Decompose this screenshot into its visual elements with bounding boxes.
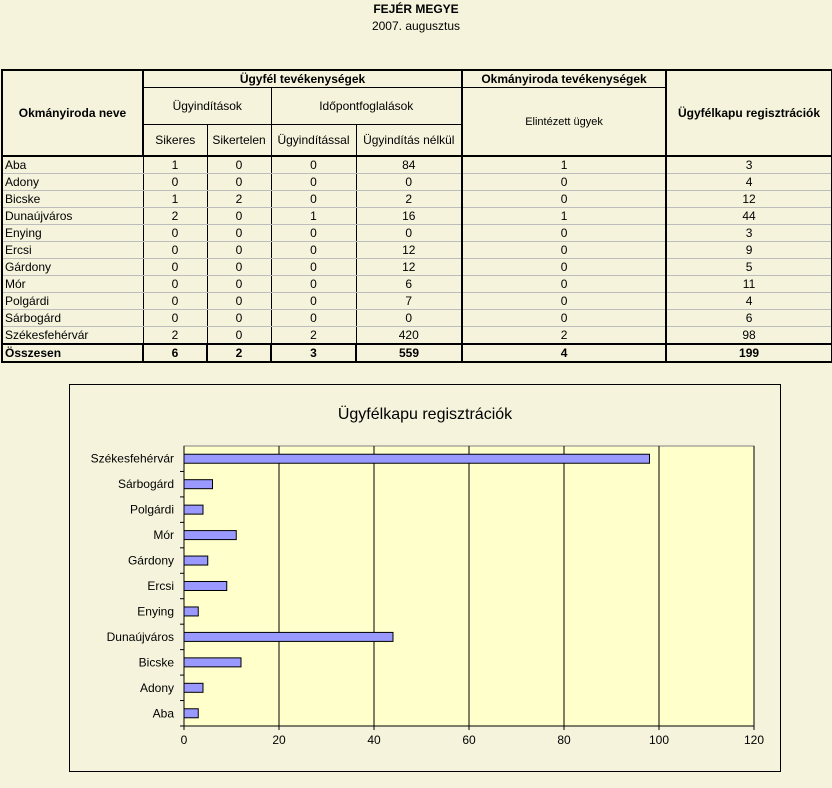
value-cell: 2 [143,327,207,345]
value-cell: 0 [462,259,666,276]
value-cell: 11 [666,276,832,293]
value-cell: 0 [143,259,207,276]
statistics-table [1,69,832,363]
office-name-cell: Dunaújváros [2,208,143,225]
value-cell: 12 [356,242,462,259]
y-tick-label: Dunaújváros [106,629,174,644]
value-cell: 0 [356,174,462,191]
y-tick-label: Székesfehérvár [90,451,174,466]
table-row [2,327,832,345]
office-name-cell: Sárbogárd [2,310,143,327]
page-title: FEJÉR MEGYE [373,2,459,16]
y-tick-label: Polgárdi [129,502,174,517]
bar [184,480,213,489]
value-cell: 0 [271,259,356,276]
office-name-cell: Adony [2,174,143,191]
value-cell: 0 [271,293,356,310]
value-cell: 7 [356,293,462,310]
value-cell: 0 [143,242,207,259]
table-row [2,276,832,293]
y-tick-label: Aba [152,706,174,721]
office-name-cell: Aba [2,156,143,174]
value-cell: 0 [356,310,462,327]
y-tick-label: Enying [137,604,174,619]
value-cell: 0 [207,225,271,242]
bar [184,454,650,463]
value-cell: 5 [666,259,832,276]
value-cell: 420 [356,327,462,345]
value-cell: 0 [207,259,271,276]
office-name-cell: Székesfehérvár [2,327,143,345]
value-cell: 0 [271,174,356,191]
value-cell: 0 [143,225,207,242]
header-successful: Sikeres [143,125,207,157]
office-name-cell: Összesen [2,344,143,362]
bar [184,709,198,718]
office-name-cell: Polgárdi [2,293,143,310]
value-cell: 1 [143,191,207,208]
value-cell: 0 [271,191,356,208]
office-name-cell: Bicske [2,191,143,208]
y-tick-label: Mór [153,528,174,543]
bar-chart [70,385,780,771]
value-cell: 0 [207,293,271,310]
y-tick-label: Sárbogárd [117,477,174,492]
x-tick-label: 40 [367,733,381,747]
value-cell: 6 [356,276,462,293]
value-cell: 0 [462,225,666,242]
value-cell: 4 [666,293,832,310]
value-cell: 84 [356,156,462,174]
chart-container [69,384,781,772]
x-tick-label: 120 [743,733,765,747]
table-row [2,191,832,208]
office-name-cell: Gárdony [2,259,143,276]
value-cell: 0 [271,276,356,293]
header-client-gate: Ügyfélkapu regisztrációk [666,70,832,156]
table-row [2,174,832,191]
value-cell: 12 [666,191,832,208]
header-with-initiation: Ügyindítással [271,125,356,157]
value-cell: 0 [207,208,271,225]
value-cell: 4 [666,174,832,191]
value-cell: 0 [143,293,207,310]
value-cell: 0 [462,293,666,310]
header-office-name: Okmányiroda neve [2,70,143,156]
value-cell: 0 [143,276,207,293]
table-row [2,156,832,174]
bar [184,632,393,641]
header-completed-cases: Elintézett ügyek [462,88,666,157]
value-cell: 0 [271,310,356,327]
page-subtitle: 2007. augusztus [371,19,461,33]
header-unsuccessful: Sikertelen [207,125,271,157]
value-cell: 0 [462,242,666,259]
bar [184,683,203,692]
office-name-cell: Ercsi [2,242,143,259]
value-cell: 1 [462,208,666,225]
value-cell: 0 [207,327,271,345]
x-tick-label: 0 [180,733,188,747]
x-tick-label: 20 [272,733,286,747]
value-cell: 44 [666,208,832,225]
value-cell: 9 [666,242,832,259]
bar [184,505,203,514]
value-cell: 0 [207,242,271,259]
x-tick-label: 100 [648,733,670,747]
value-cell: 2 [207,191,271,208]
value-cell: 0 [271,242,356,259]
office-name-cell: Mór [2,276,143,293]
header-initiations: Ügyindítások [143,88,271,125]
value-cell: 2 [143,208,207,225]
value-cell: 0 [207,276,271,293]
header-client-activities: Ügyfél tevékenységek [143,70,462,88]
bar [184,582,227,591]
value-cell: 0 [143,310,207,327]
table-row [2,208,832,225]
bar [184,556,208,565]
value-cell: 1 [462,156,666,174]
y-tick-label: Bicske [138,655,174,670]
value-cell: 559 [356,344,462,362]
bar [184,607,198,616]
value-cell: 0 [207,174,271,191]
value-cell: 6 [666,310,832,327]
value-cell: 0 [271,156,356,174]
value-cell: 1 [143,156,207,174]
bar [184,658,241,667]
value-cell: 0 [207,156,271,174]
bar [184,531,236,540]
table-row [2,242,832,259]
value-cell: 6 [143,344,207,362]
value-cell: 4 [462,344,666,362]
value-cell: 12 [356,259,462,276]
value-cell: 16 [356,208,462,225]
y-tick-label: Adony [139,680,174,695]
header-without-initiation: Ügyindítás nélkül [356,125,462,157]
x-tick-label: 80 [557,733,571,747]
table-row [2,259,832,276]
header-office-activities: Okmányiroda tevékenységek [462,70,666,88]
value-cell: 2 [356,191,462,208]
value-cell: 0 [462,174,666,191]
value-cell: 199 [666,344,832,362]
value-cell: 0 [207,310,271,327]
header-appointments: Időpontfoglalások [271,88,462,125]
value-cell: 0 [271,225,356,242]
value-cell: 3 [666,156,832,174]
table-row [2,293,832,310]
value-cell: 2 [207,344,271,362]
value-cell: 0 [462,191,666,208]
table-row [2,310,832,327]
value-cell: 2 [271,327,356,345]
value-cell: 3 [271,344,356,362]
table-total-row [2,344,832,362]
table-row [2,225,832,242]
value-cell: 1 [271,208,356,225]
value-cell: 2 [462,327,666,345]
chart-title: Ügyfélkapu regisztrációk [337,406,513,423]
y-tick-label: Gárdony [127,553,174,568]
value-cell: 0 [356,225,462,242]
x-tick-label: 60 [462,733,476,747]
value-cell: 0 [462,310,666,327]
value-cell: 98 [666,327,832,345]
office-name-cell: Enying [2,225,143,242]
value-cell: 3 [666,225,832,242]
value-cell: 0 [143,174,207,191]
y-tick-label: Ercsi [147,579,174,593]
value-cell: 0 [462,276,666,293]
